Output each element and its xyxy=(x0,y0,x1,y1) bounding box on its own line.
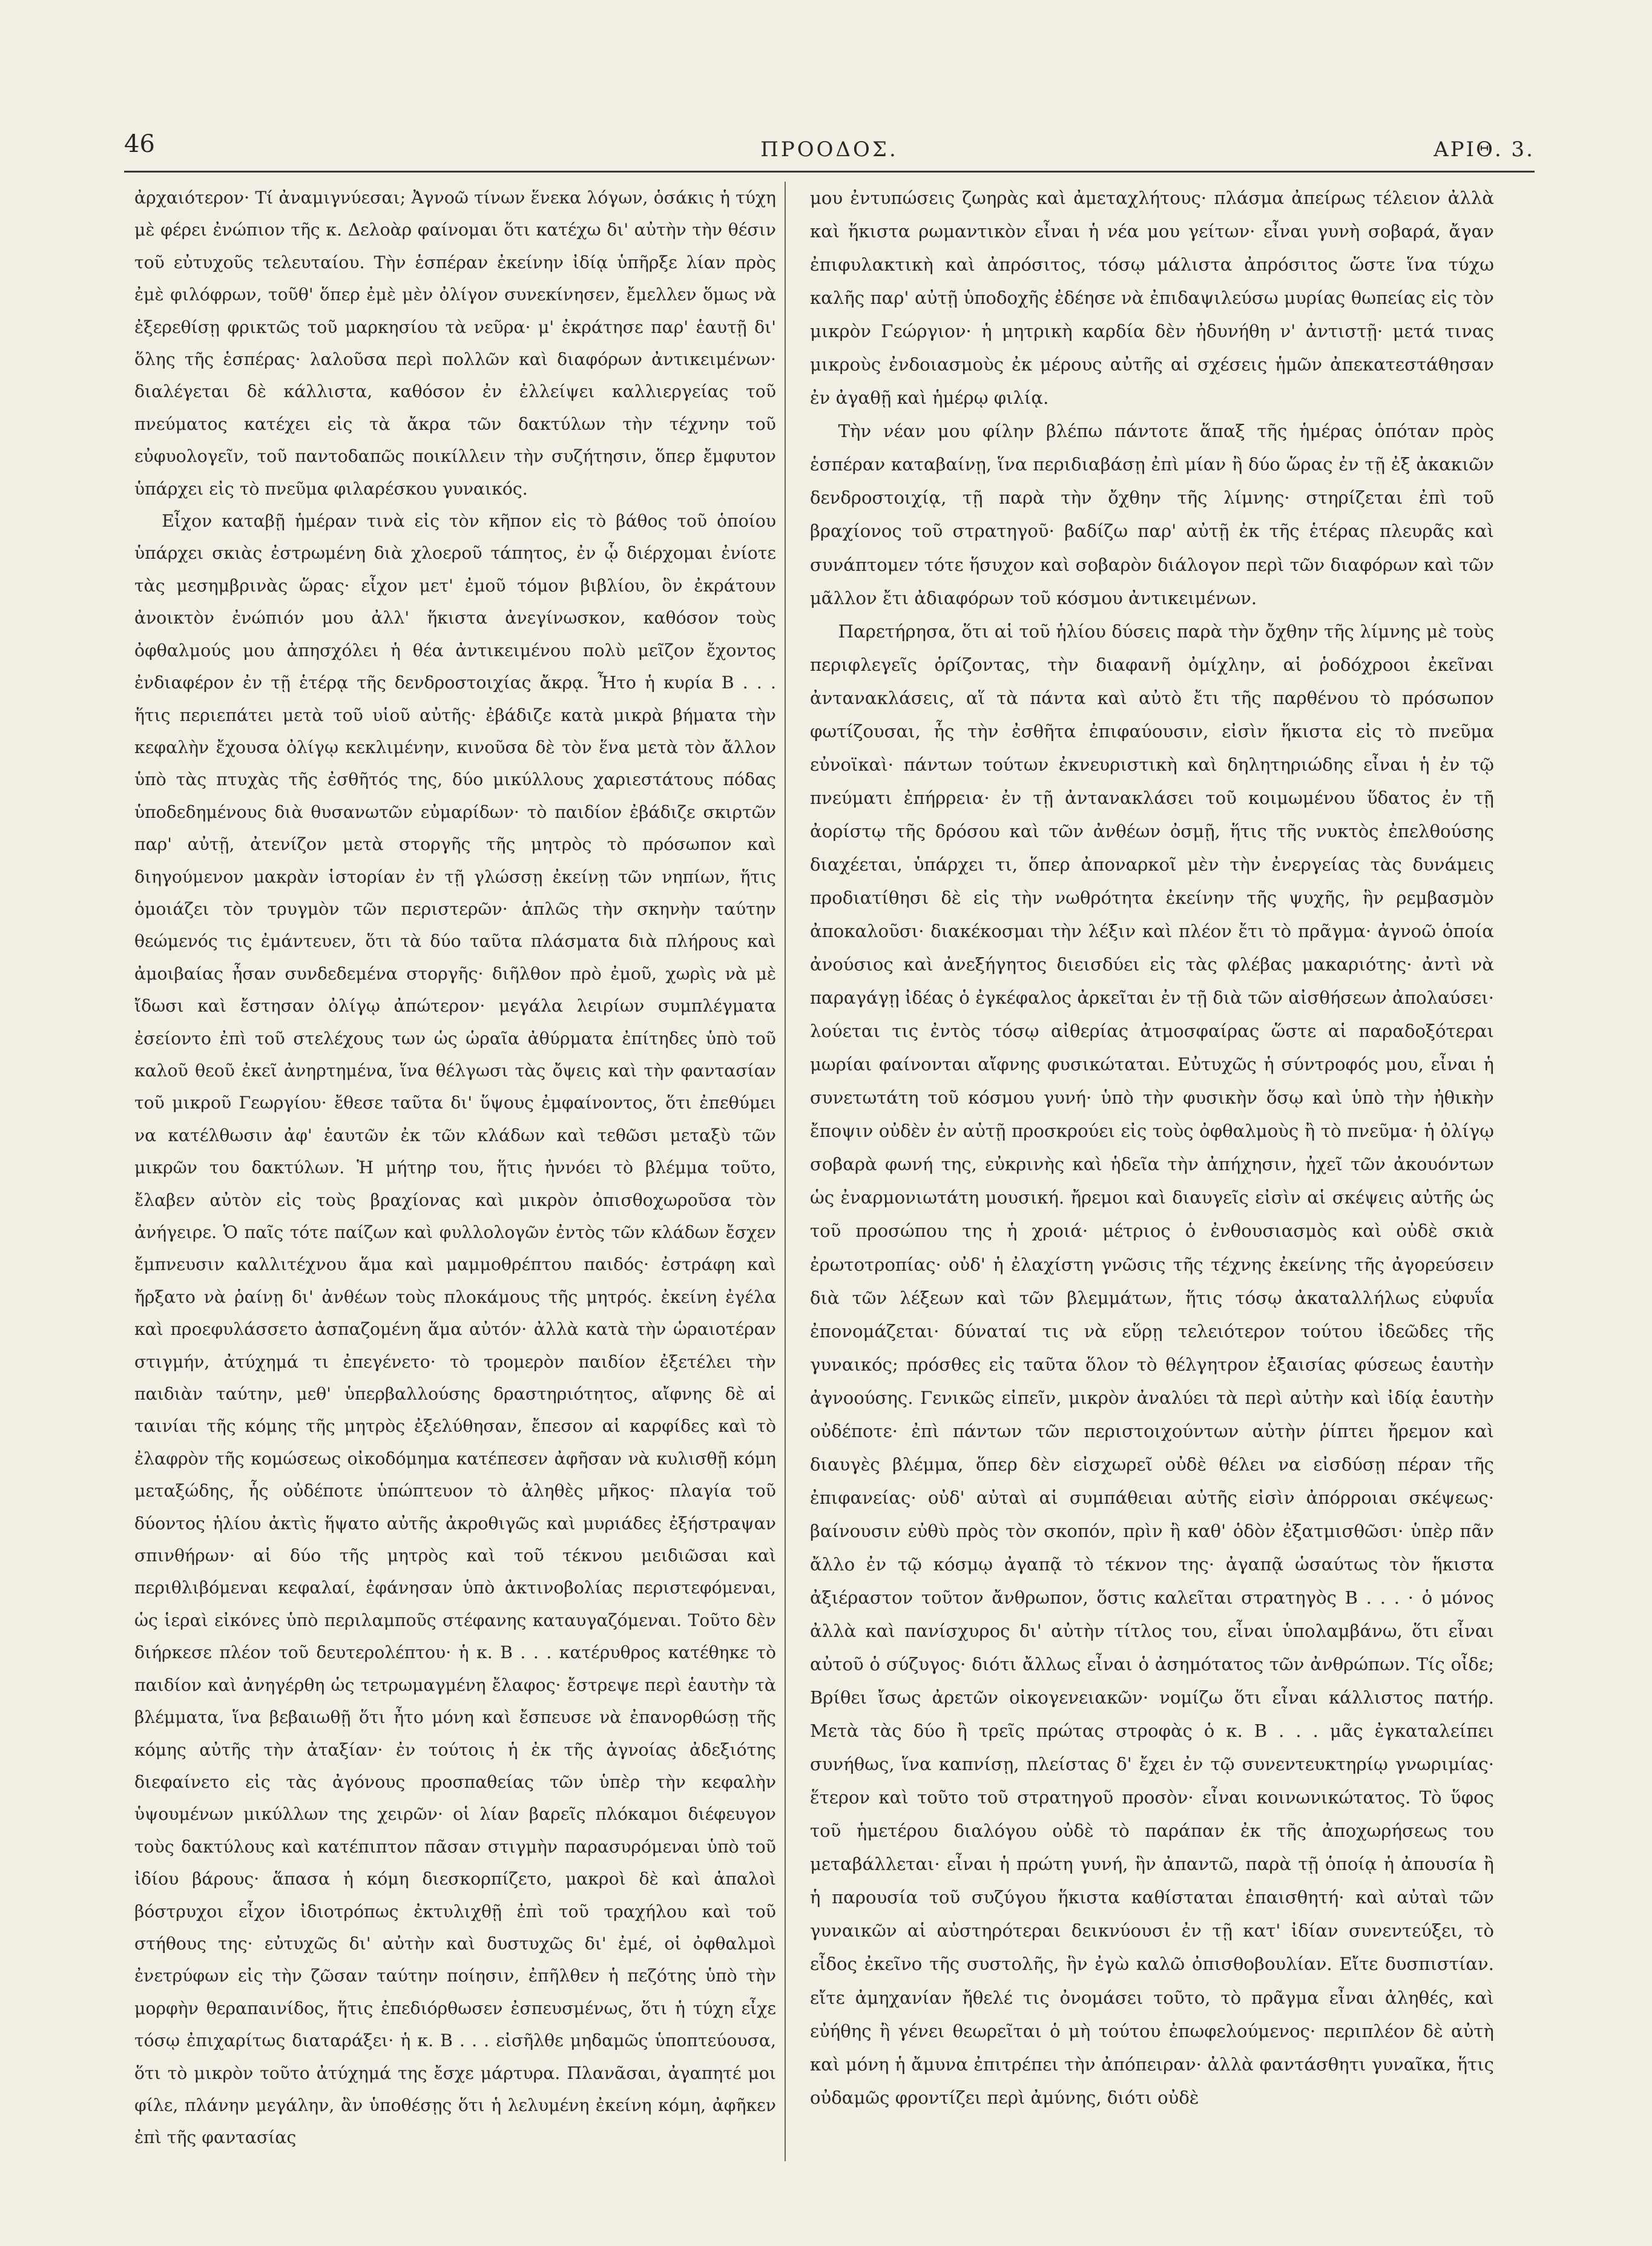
page-title: ΠΡΟΟΔΟΣ. xyxy=(760,137,898,162)
column-divider xyxy=(785,182,786,2161)
left-column xyxy=(134,182,776,2154)
paragraph: ἀρχαιότερον· Τί ἀναμιγνύεσαι; Ἀγνοῶ τίνων ἕνεκα λόγων, ὁσάκις ἡ τύχη μὲ φέρει ἐνώπιον τῆς κ. Δελοὰρ φαίνομαι ὅτι κατέχω δι' αὐτὴν τὴν θέσιν τοῦ εὐτυχοῦς τελευταίου. Τὴν ἑσπέραν ἐκείνην ἰδίᾳ ὑπῆρξε λίαν πρὸς ἐμὲ φιλόφρων, τοῦθ' ὅπερ ἐμὲ μὲν ὀλίγον συνεκίνησεν, ἔμελλεν ὅμως νὰ ἐξερεθίσῃ φρικτῶς τοῦ μαρκησίου τὰ νεῦρα· μ' ἐκράτησε παρ' ἑαυτῇ δι' ὅλης τῆς ἑσπέρας· λαλοῦσα περὶ πολλῶν καὶ διαφόρων ἀντικειμένων· διαλέγεται δὲ κάλλιστα, καθόσον ἐν ἐλλείψει καλλιεργείας τοῦ πνεύματος κατέχει εἰς τὰ ἄκρα τῶν δακτύλων τὴν τέχνην τοῦ εὐφυολογεῖν, τοῦ παντοδαπῶς ποικίλλειν τὴν συζήτησιν, ὅπερ ἔμφυτον ὑπάρχει εἰς τὸ πνεῦμα φιλαρέσκου γυναικός. xyxy=(134,188,776,499)
page-number: 46 xyxy=(124,130,155,158)
right-column xyxy=(810,182,1494,2115)
page-header xyxy=(124,124,1535,166)
issue-number: ΑΡΙΘ. 3. xyxy=(1433,137,1535,162)
paragraph: μου ἐντυπώσεις ζωηρὰς καὶ ἀμεταχλήτους· πλάσμα ἀπείρως τέλειον ἀλλὰ καὶ ἥκιστα ρωμαντικὸν εἶναι ἡ νέα μου γείτων· εἶναι γυνὴ σοβαρά, ἄγαν ἐπιφυλακτικὴ καὶ ἀπρόσιτος, τόσῳ μάλιστα ἀπρόσιτος ὥστε ἵνα τύχω καλῆς παρ' αὐτῇ ὑποδοχῆς ἐδέησε νὰ ἐπιδαψιλεύσω μυρίας θωπείας εἰς τὸν μικρὸν Γεώργιον· ἡ μητρικὴ καρδία δὲν ἠδυνήθη ν' ἀντιστῇ· μετά τινας μικροὺς ἐνδοιασμοὺς ἐκ μέρους αὐτῆς αἱ σχέσεις ἡμῶν ἀπεκατεστάθησαν ἐν ἀγαθῇ καὶ ἡμέρῳ φιλίᾳ. xyxy=(810,188,1494,409)
paragraph: Τὴν νέαν μου φίλην βλέπω πάντοτε ἅπαξ τῆς ἡμέρας ὁπόταν πρὸς ἑσπέραν καταβαίνῃ, ἵνα περιδιαβάσῃ ἐπὶ μίαν ἢ δύο ὥρας ἐν τῇ ἐξ ἀκακιῶν δενδροστοιχίᾳ, τῇ παρὰ τὴν ὄχθην τῆς λίμνης· στηρίζεται ἐπὶ τοῦ βραχίονος τοῦ στρατηγοῦ· βαδίζω παρ' αὐτῇ ἐκ τῆς ἑτέρας πλευρᾶς καὶ συνάπτομεν τότε ἥσυχον καὶ σοβαρὸν διάλογον περὶ τῶν διαφόρων καὶ τῶν μᾶλλον ἔτι ἀδιαφόρων τοῦ κόσμου ἀντικειμένων. xyxy=(810,421,1494,608)
paragraph: Παρετήρησα, ὅτι αἱ τοῦ ἡλίου δύσεις παρὰ τὴν ὄχθην τῆς λίμνης μὲ τοὺς περιφλεγεῖς ὁρίζοντας, τὴν διαφανῆ ὀμίχλην, αἱ ῥοδόχροοι ἐκεῖναι ἀντανακλάσεις, αἵ τὰ πάντα καὶ αὐτὸ ἔτι τῆς παρθένου τὸ πρόσωπον φωτίζουσαι, ἧς τὴν ἐσθῆτα ἐπιφαύουσιν, εἰσὶν ἥκιστα εἰς τὸ πνεῦμα εὐνοϊκαὶ· πάντων τούτων ἐκνευριστικὴ καὶ δηλητηριώδης εἶναι ἡ ἐν τῷ πνεύματι ἐπήρρεια· ἐν τῇ ἀντανακλάσει τοῦ κοιμωμένου ὕδατος ἐν τῇ ἀορίστῳ τῆς δρόσου καὶ τῶν ἀνθέων ὀσμῇ, ἥτις τῆς νυκτὸς ἐπελθούσης διαχέεται, ὑπάρχει τι, ὅπερ ἀποναρκοῖ μὲν τὴν ἐνεργείας τὰς δυνάμεις προδιατίθησι δὲ εἰς τὴν νωθρότητα ἐκείνην τῆς ψυχῆς, ἣν ρεμβασμὸν ἀποκαλοῦσι· διακέκοσμαι τὴν λέξιν καὶ πλέον ἔτι τὸ πρᾶγμα· ἀγνοῶ ὁποία ἀνούσιος καὶ ἀνεξήγητος διεισδύει εἰς τὰς φλέβας μακαριότης· ἀντὶ νὰ παραγάγῃ ἰδέας ὁ ἐγκέφαλος ἀρκεῖται ἐν τῇ διὰ τῶν αἰσθήσεων ἀπολαύσει· λούεται τις ἐντὸς τόσῳ αἰθερίας ἀτμοσφαίρας ὥστε αἱ παραδοξότεραι μωρίαι φαίνονται αἴφνης φυσικώταται. Εὐτυχῶς ἡ σύντροφός μου, εἶναι ἡ συνετωτάτη τοῦ κόσμου γυνή· ὑπὸ τὴν φυσικὴν ὅσῳ καὶ ὑπὸ τὴν ἠθικὴν ἔποψιν οὐδὲν ἐν αὐτῇ προσκρούει εἰς τοὺς ὀφθαλμοὺς ἢ τὸ πνεῦμα· ἡ ὀλίγῳ σοβαρὰ φωνή της, εὐκρινὴς καὶ ἡδεῖα τὴν ἀπήχησιν, ἠχεῖ τῶν ἀκουόντων ὡς ἐναρμονιωτάτη μουσική. ἤρεμοι καὶ διαυγεῖς εἰσὶν αἱ σκέψεις αὐτῆς ὡς τοῦ προσώπου της ἡ χροιά· μέτριος ὁ ἐνθουσιασμὸς καὶ οὐδὲ σκιὰ ἐρωτοτροπίας· οὐδ' ἡ ἐλαχίστη γνῶσις τῆς τέχνης ἐκείνης τῆς ἀγορεύσειν διὰ τῶν λέξεων καὶ τῶν βλεμμάτων, ἥτις τόσῳ ἀκαταλλήλως εὐφυΐα ἐπονομάζεται· δύναταί τις νὰ εὕρῃ τελειότερον τούτου ἰδεῶδες τῆς γυναικός; πρόσθες εἰς ταῦτα ὅλον τὸ θέλγητρον ἐξαισίας φύσεως ἑαυτὴν ἀγνοούσης. Γενικῶς εἰπεῖν, μικρὸν ἀναλύει τὰ περὶ αὐτὴν καὶ ἰδίᾳ ἑαυτὴν οὐδέποτε· ἐπὶ πάντων τῶν περιστοιχούντων αὐτὴν ῥίπτει ἤρεμον καὶ διαυγὲς βλέμμα, ὅπερ δὲν εἰσχωρεῖ οὐδὲ θέλει να εἰσδύσῃ πέραν τῆς ἐπιφανείας· οὐδ' αὐταὶ αἱ συμπάθειαι αὐτῆς εἰσὶν ἀπόρροιαι σκέψεως· βαίνουσιν εὐθὺ πρὸς τὸν σκοπόν, πρὶν ἢ καθ' ὁδὸν ἐξατμισθῶσι· ὑπὲρ πᾶν ἄλλο ἐν τῷ κόσμῳ ἀγαπᾷ τὸ τέκνον της· ἀγαπᾷ ὡσαύτως τὸν ἥκιστα ἀξιέραστον τοῦτον ἄνθρωπον, ὅστις καλεῖται στρατηγὸς Β . . . · ὁ μόνος ἀλλὰ καὶ πανίσχυρος δι' αὐτὴν τίτλος του, εἶναι ὑπολαμβάνω, ὅτι εἶναι αὐτοῦ ὁ σύζυγος· διότι ἄλλως εἶναι ὁ ἀσημότατος τῶν ἀνθρώπων. Τίς οἶδε; Βρίθει ἴσως ἀρετῶν οἰκογενειακῶν· νομίζω ὅτι εἶναι κάλλιστος πατήρ. Μετὰ τὰς δύο ἢ τρεῖς πρώτας στροφὰς ὁ κ. Β . . . μᾶς ἐγκαταλείπει συνήθως, ἵνα καπνίσῃ, πλείστας δ' ἔχει ἐν τῷ συνεντευκτηρίῳ γνωριμίας· ἕτερον καὶ τοῦτο τοῦ στρατηγοῦ προσὸν· εἶναι κοινωνικώτατος. Τὸ ὕφος τοῦ ἡμετέρου διαλόγου οὐδὲ τὸ παράπαν ἐκ τῆς ἀποχωρήσεως του μεταβάλλεται· εἶναι ἡ πρώτη γυνή, ἣν ἀπαντῶ, παρὰ τῇ ὁποίᾳ ἡ ἀπουσία ἢ ἡ παρουσία τοῦ συζύγου ἥκιστα καθίσταται ἐπαισθητή· καὶ αὐταὶ τῶν γυναικῶν αἱ αὐστηρότεραι δεικνύουσι ἐν τῇ κατ' ἰδίαν συνεντεύξει, τὸ εἶδος ἐκεῖνο τῆς συστολῆς, ἣν ἐγὼ καλῶ ὀπισθοβουλίαν. Εἴτε δυσπιστίαν. εἴτε ἀμηχανίαν ἤθελέ τις ὀνομάσει τοῦτο, τὸ πρᾶγμα εἶναι ἀληθές, καὶ εὐήθης ἢ γένει θεωρεῖται ὁ μὴ τούτου ἐπωφελούμενος· περιπλέον δὲ αὐτὴ καὶ μόνη ἡ ἄμυνα ἐπιτρέπει τὴν ἀπόπειραν· ἀλλὰ φαντάσθητι γυναῖκα, ἥτις οὐδαμῶς φροντίζει περὶ ἀμύνης, διότι οὐδὲ xyxy=(810,621,1494,2108)
paragraph: Εἶχον καταβῇ ἡμέραν τινὰ εἰς τὸν κῆπον εἰς τὸ βάθος τοῦ ὁποίου ὑπάρχει σκιὰς ἐστρωμένη διὰ χλοεροῦ τάπητος, ἐν ᾧ διέρχομαι ἐνίοτε τὰς μεσημβρινὰς ὥρας· εἶχον μετ' ἐμοῦ τόμον βιβλίου, ὃν ἐκράτουν ἀνοικτὸν ἐνώπιόν μου ἀλλ' ἥκιστα ἀνεγίνωσκον, καθόσον τοὺς ὀφθαλμούς μου ἀπησχόλει ἡ θέα ἀντικειμένου πολὺ μεῖζον ἔχοντος ἐνδιαφέρον ἐν τῇ ἑτέρᾳ τῆς δενδροστοιχίας ἄκρᾳ. Ἦτο ἡ κυρία Β . . . ἥτις περιεπάτει μετὰ τοῦ υἱοῦ αὐτῆς· ἐβάδιζε κατὰ μικρὰ βήματα τὴν κεφαλὴν ἔχουσα ὀλίγῳ κεκλιμένην, κινοῦσα δὲ τὸν ἕνα μετὰ τὸν ἄλλον ὑπὸ τὰς πτυχὰς τῆς ἐσθῆτός της, δύο μικύλλους χαριεστάτους πόδας ὑποδεδημένους διὰ θυσανωτῶν εὐμαρίδων· τὸ παιδίον ἐβάδιζε σκιρτῶν παρ' αὐτῇ, ἀτενίζον μετὰ στοργῆς τῆς μητρὸς τὸ πρόσωπον καὶ διηγούμενον μακρὰν ἱστορίαν ἐν τῇ γλώσσῃ ἐκείνῃ τῶν νηπίων, ἥτις ὁμοιάζει τὸν τρυγμὸν τῶν περιστερῶν· ἁπλῶς τὴν σκηνὴν ταύτην θεώμενός τις ἐμάντευεν, ὅτι τὰ δύο ταῦτα πλάσματα διὰ πλήρους καὶ ἀμοιβαίας ἦσαν συνδεδεμένα στοργῆς· διῆλθον πρὸ ἐμοῦ, χωρὶς νὰ μὲ ἴδωσι καὶ ἔστησαν ὀλίγῳ ἀπώτερον· μεγάλα λειρίων συμπλέγματα ἐσείοντο ἐπὶ τοῦ στελέχους των ὡς ὡραῖα ἀθύρματα ἐπίτηδες ὑπὸ τοῦ καλοῦ θεοῦ ἐκεῖ ἀνηρτημένα, ἵνα θέλγωσι τὰς ὄψεις καὶ τὴν φαντασίαν τοῦ μικροῦ Γεωργίου· ἔθεσε ταῦτα δι' ὕψους ἐμφαίνοντος, ὅτι ἐπεθύμει να κατέλθωσιν ἀφ' ἑαυτῶν ἐκ τῶν κλάδων καὶ τεθῶσι μεταξὺ τῶν μικρῶν του δακτύλων. Ἡ μήτηρ του, ἥτις ἠννόει τὸ βλέμμα τοῦτο, ἔλαβεν αὐτὸν εἰς τοὺς βραχίονας καὶ μικρὸν ὀπισθοχωροῦσα τὸν ἀνήγειρε. Ὁ παῖς τότε παίζων καὶ φυλλολογῶν ἐντὸς τῶν κλάδων ἔσχεν ἔμπνευσιν καλλιτέχνου ἅμα καὶ μαμμοθρέπτου παιδός· ἐστράφη καὶ ἤρξατο νὰ ῥαίνῃ δι' ἀνθέων τοὺς πλοκάμους τῆς μητρός. ἐκείνη ἐγέλα καὶ προεφυλάσσετο ἀσπαζομένη ἅμα αὐτόν· ἀλλὰ κατὰ τὴν ὡραιοτέραν στιγμήν, ἀτύχημά τι ἐπεγένετο· τὸ τρομερὸν παιδίον ἐξετέλει τὴν παιδιὰν ταύτην, μεθ' ὑπερβαλλούσης δραστηριότητος, αἴφνης δὲ αἱ ταινίαι τῆς κόμης τῆς μητρὸς ἐξελύθησαν, ἔπεσον αἱ καρφίδες καὶ τὸ ἐλαφρὸν τῆς κομώσεως οἰκοδόμημα κατέπεσεν ἀφῆσαν νὰ κυλισθῇ κόμη μεταξώδης, ἧς οὐδέποτε ὑπώπτευον τὸ ἀληθὲς μῆκος· πλαγία τοῦ δύοντος ἡλίου ἀκτὶς ἥψατο αὐτῆς ἀκροθιγῶς καὶ μυριάδες ἐξήστραψαν σπινθήρων· αἱ δύο τῆς μητρὸς καὶ τοῦ τέκνου μειδιῶσαι καὶ περιθλιβόμεναι κεφαλαί, ἐφάνησαν ὑπὸ ἀκτινοβολίας περιστεφόμεναι, ὡς ἱεραὶ εἰκόνες ὑπὸ περιλαμποῦς στέφανης καταυγαζόμεναι. Τοῦτο δὲν διήρκεσε πλέον τοῦ δευτερολέπτου· ἡ κ. Β . . . κατέρυθρος κατέθηκε τὸ παιδίον καὶ ἀνηγέρθη ὡς τετρωμαγμένη ἔλαφος· ἔστρεψε περὶ ἑαυτὴν τὰ βλέμματα, ἵνα βεβαιωθῇ ὅτι ἦτο μόνη καὶ ἔσπευσε νὰ ἐπανορθώσῃ τῆς κόμης αὐτῆς τὴν ἀταξίαν· ἐν τούτοις ἡ ἐκ τῆς ἀγνοίας ἀδεξιότης διεφαίνετο εἰς τὰς ἀγόνους προσπαθείας τῶν ὑπὲρ τὴν κεφαλὴν ὑψουμένων μικύλλων της χειρῶν· οἱ λίαν βαρεῖς πλόκαμοι διέφευγον τοὺς δακτύλους καὶ κατέπιπτον πᾶσαν στιγμὴν παρασυρόμεναι ὑπὸ τοῦ ἰδίου βάρους· ἅπασα ἡ κόμη διεσκορπίζετο, μακροὶ δὲ καὶ ἁπαλοὶ βόστρυχοι εἶχον ἰδιοτρόπως ἐκτυλιχθῇ ἐπὶ τοῦ τραχήλου καὶ τοῦ στήθους της· εὐτυχῶς δι' αὐτὴν καὶ δυστυχῶς δι' ἐμέ, οἱ ὀφθαλμοὶ ἐνετρύφων εἰς τὴν ζῶσαν ταύτην ποίησιν, ἐπῆλθεν ἡ πεζότης ὑπὸ τὴν μορφὴν θεραπαινίδος, ἥτις ἐπεδιόρθωσεν ἐσπευσμένως, ὅτι ἡ τύχη εἶχε τόσῳ ἐπιχαρίτως διαταράξει· ἡ κ. Β . . . εἰσῆλθε μηδαμῶς ὑποπτεύουσα, ὅτι τὸ μικρὸν τοῦτο ἀτύχημά της ἔσχε μάρτυρα. Πλανᾶσαι, ἀγαπητέ μοι φίλε, πλάνην μεγάλην, ἂν ὑποθέσῃς ὅτι ἡ λελυμένη ἐκείνη κόμη, ἀφῆκεν ἐπὶ τῆς φαντασίας xyxy=(134,511,776,2148)
header-rule xyxy=(124,171,1535,173)
